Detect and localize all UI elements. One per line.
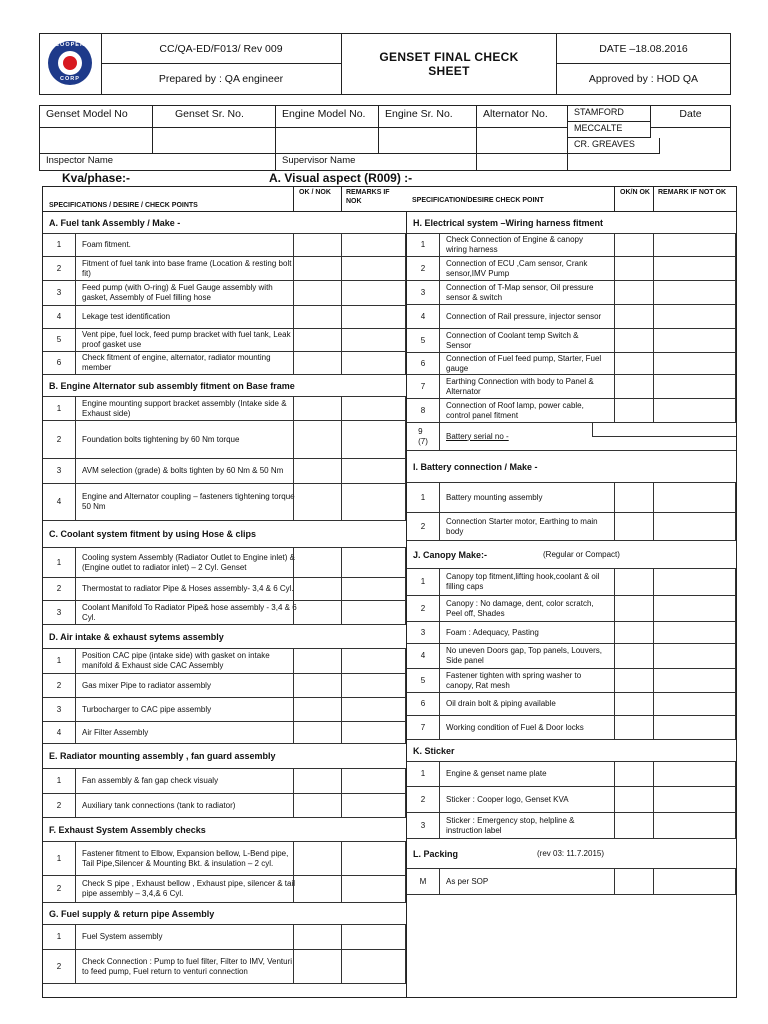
remarks-box[interactable] — [341, 281, 406, 305]
remarks-box[interactable] — [654, 762, 736, 786]
section-heading — [43, 903, 406, 925]
remarks-box[interactable] — [654, 399, 736, 422]
remarks-box[interactable] — [341, 234, 406, 256]
checklist-row — [43, 601, 406, 625]
ok-nok-box[interactable] — [293, 352, 342, 374]
remarks-box[interactable] — [654, 869, 736, 894]
remarks-box[interactable] — [654, 257, 736, 280]
section-heading-text: F. Exhaust System Assembly checks — [49, 824, 206, 835]
remarks-box[interactable] — [654, 513, 736, 540]
check-point-text: Check S pipe , Exhaust bellow , Exhaust pipe, silencer & tail pipe assembly – 3,4,& 6 Cyl. — [82, 879, 295, 898]
ok-nok-box[interactable] — [293, 397, 342, 420]
check-point-text: Foundation bolts tightening by 60 Nm torque — [82, 434, 240, 444]
supervisor-name-value[interactable] — [477, 154, 568, 170]
check-point-text: Connection of Fuel feed pump, Starter, Fuel gauge — [446, 353, 602, 373]
checklist-row — [43, 578, 406, 601]
checklist-row — [43, 649, 406, 674]
remarks-box[interactable] — [654, 716, 736, 739]
ok-nok-box[interactable] — [614, 693, 654, 715]
checklist-row — [43, 329, 406, 352]
checklist-row — [43, 281, 406, 306]
row-number: 2 — [43, 578, 76, 600]
ok-nok-box[interactable] — [614, 281, 654, 304]
right-header-ok: OK/N OK — [620, 189, 650, 196]
section-heading — [43, 625, 406, 649]
check-point-text: Thermostat to radiator Pipe & Hoses assembly- 3,4 & 6 Cyl. — [82, 584, 294, 593]
check-point-text: AVM selection (grade) & bolts tighten by 60 Nm & 50 Nm — [82, 466, 284, 475]
ok-nok-box[interactable] — [614, 305, 654, 328]
row-number: 2 — [43, 257, 76, 280]
ok-nok-box[interactable] — [614, 622, 654, 643]
checklist-row — [43, 876, 406, 903]
checklist-row — [407, 869, 736, 895]
check-point-text: Battery serial no - — [446, 431, 509, 441]
kva-phase-label: Kva/phase:- — [62, 171, 131, 185]
checklist-row — [43, 698, 406, 722]
ok-nok-box[interactable] — [614, 234, 654, 256]
remarks-box[interactable] — [341, 698, 406, 721]
row-number: 1 — [43, 769, 76, 793]
check-point-text: Check fitment of engine, alternator, radiator mounting member — [82, 353, 271, 372]
checklist-row — [43, 769, 406, 794]
checklist-row — [407, 716, 736, 740]
row-number: 4 — [43, 484, 76, 520]
section-note: (rev 03: 11.7.2015) — [537, 849, 605, 858]
ok-nok-box[interactable] — [293, 329, 342, 351]
engine-sr-label: Engine Sr. No. — [379, 106, 477, 128]
checklist-row — [43, 794, 406, 818]
logo-text-bottom: CORP — [60, 76, 80, 82]
row-number: 3 — [43, 698, 76, 721]
checklist-row — [407, 669, 736, 693]
checklist-row — [407, 353, 736, 375]
checklist-row — [407, 234, 736, 257]
row-number: 1 — [407, 234, 440, 256]
row-number: 7 — [407, 716, 440, 739]
ok-nok-box[interactable] — [614, 716, 654, 739]
remarks-box[interactable] — [341, 601, 406, 624]
inspector-name-label: Inspector Name — [40, 154, 276, 170]
row-number: 2 — [407, 513, 440, 540]
check-point-text: No uneven Doors gap, Top panels, Louvers, Side panel — [446, 646, 602, 665]
checklist-row — [407, 513, 736, 541]
engine-model-label: Engine Model No. — [276, 106, 379, 128]
doc-code: CC/QA-ED/F013/ Rev 009 — [101, 34, 342, 64]
visual-aspect-heading: A. Visual aspect (R009) :- — [269, 171, 413, 185]
check-point-text: Check Connection of Engine & canopy wiring harness — [446, 235, 583, 254]
remarks-box[interactable] — [341, 352, 406, 374]
check-point-text: Canopy : No damage, dent, color scratch, Peel off, Shades — [446, 598, 594, 618]
checklist-row — [43, 421, 406, 459]
row-number: 3 — [407, 622, 440, 643]
row-number: 2 — [43, 421, 76, 458]
ok-nok-box[interactable] — [614, 787, 654, 812]
section-heading — [407, 740, 736, 762]
checklist-row — [407, 483, 736, 513]
row-number: 7 — [407, 375, 440, 398]
section-heading — [43, 744, 406, 769]
ok-nok-box[interactable] — [293, 925, 342, 949]
left-header-ok: OK / NOK — [299, 189, 331, 196]
checklist-row — [407, 787, 736, 813]
remarks-box[interactable] — [654, 813, 736, 838]
ok-nok-box[interactable] — [614, 329, 654, 352]
check-point-text: Gas mixer Pipe to radiator assembly — [82, 680, 211, 690]
remarks-box[interactable] — [654, 305, 736, 328]
row-number: 2 — [43, 794, 76, 817]
check-point-text: Fastener tighten with spring washer to canopy, Rat mesh — [446, 670, 582, 690]
checklist-row — [407, 693, 736, 716]
checklist-row — [407, 622, 736, 644]
row-number: 5 — [407, 329, 440, 352]
ok-nok-box[interactable] — [614, 257, 654, 280]
engine-model-value[interactable] — [276, 128, 379, 154]
remarks-box[interactable] — [654, 483, 736, 512]
row-number: 2 — [43, 950, 76, 983]
row-number: 3 — [43, 459, 76, 483]
check-point-text: Vent pipe, fuel lock, feed pump bracket with fuel tank, Leak proof gasket use — [82, 330, 291, 349]
ok-nok-box[interactable] — [293, 234, 342, 256]
row-number: 6 — [43, 352, 76, 374]
right-header-remarks: REMARK IF NOT OK — [658, 189, 727, 196]
remarks-box[interactable] — [341, 794, 406, 817]
checklist-row — [43, 722, 406, 744]
checklist-row — [43, 397, 406, 421]
checklist-row — [407, 762, 736, 787]
ok-nok-box[interactable] — [293, 674, 342, 697]
check-point-text: Engine and Alternator coupling – fasteners tightening torque 50 Nm — [82, 492, 295, 511]
remarks-box[interactable] — [341, 421, 406, 458]
checklist-row — [43, 234, 406, 257]
ok-nok-box[interactable] — [293, 794, 342, 817]
check-point-text: Check Connection : Pump to fuel filter, Filter to IMV, Venturi to feed pump, Fuel return to venturi connection — [82, 956, 293, 976]
check-point-text: As per SOP — [446, 876, 489, 886]
check-point-text: Cooling system Assembly (Radiator Outlet to Engine inlet) & (Engine outlet to radiator inlet) – 2 Cyl. Genset — [82, 552, 295, 572]
checklist-row — [43, 459, 406, 484]
row-number: 5 — [43, 329, 76, 351]
ok-nok-box[interactable] — [614, 762, 654, 786]
checklist-row — [43, 484, 406, 521]
checklist-row — [407, 281, 736, 305]
remarks-box[interactable] — [654, 375, 736, 398]
logo-text-top: COOPER — [55, 42, 85, 48]
row-number: 9 (7) — [407, 423, 440, 450]
remarks-box[interactable] — [341, 950, 406, 983]
row-number: 1 — [407, 483, 440, 512]
row-number: 4 — [43, 722, 76, 743]
checklist-row — [407, 305, 736, 329]
engine-sr-value[interactable] — [379, 128, 477, 154]
ok-nok-box[interactable] — [293, 876, 342, 902]
remarks-box[interactable] — [654, 281, 736, 304]
check-point-text: Connection of Roof lamp, power cable, control panel fitment — [446, 400, 584, 420]
remarks-box[interactable] — [341, 876, 406, 902]
ok-nok-box[interactable] — [293, 698, 342, 721]
section-heading-text: H. Electrical system –Wiring harness fitment — [413, 217, 603, 228]
check-point-text: Canopy top fitment,lifting hook,coolant & oil filling caps — [446, 572, 600, 591]
remarks-box[interactable] — [654, 787, 736, 812]
row-number: 6 — [407, 693, 440, 715]
row-number: 4 — [43, 306, 76, 328]
ok-nok-box[interactable] — [614, 644, 654, 668]
ok-nok-box[interactable] — [614, 375, 654, 398]
row-number: 1 — [43, 925, 76, 949]
check-point-text: Connection of Coolant temp Switch & Sensor — [446, 330, 579, 350]
ok-nok-box[interactable] — [614, 869, 654, 894]
section-note: (Regular or Compact) — [543, 550, 620, 559]
checklist-row — [43, 306, 406, 329]
ok-nok-box[interactable] — [614, 513, 654, 540]
left-header-remarks: REMARKS IF NOK — [346, 189, 390, 205]
row-number: 1 — [407, 762, 440, 786]
check-point-text: Connection Starter motor, Earthing to main body — [446, 516, 598, 536]
alt-option-meccalte: MECCALTE — [568, 122, 651, 138]
ok-nok-box[interactable] — [293, 281, 342, 305]
ok-nok-box[interactable] — [293, 769, 342, 793]
ok-nok-box[interactable] — [614, 596, 654, 621]
remarks-box[interactable] — [341, 548, 406, 577]
alt-option-crgreaves: CR. GREAVES — [568, 138, 660, 154]
section-heading-text: K. Sticker — [413, 745, 455, 756]
check-point-text: Turbocharger to CAC pipe assembly — [82, 704, 212, 714]
alternator-value[interactable] — [477, 128, 568, 154]
section-heading — [43, 521, 406, 548]
remarks-box[interactable] — [654, 353, 736, 374]
genset-info-grid — [39, 105, 731, 171]
check-point-text: Coolant Manifold To Radiator Pipe& hose assembly - 3,4 & 6 Cyl. — [82, 602, 297, 622]
cooper-corp-logo — [48, 41, 92, 85]
doc-date: DATE –18.08.2016 — [557, 34, 730, 64]
remarks-box[interactable] — [341, 925, 406, 949]
checklist-row — [43, 925, 406, 950]
remarks-box[interactable] — [341, 306, 406, 328]
row-number: 1 — [43, 649, 76, 673]
row-number: 3 — [407, 813, 440, 838]
section-heading-text: I. Battery connection / Make - — [413, 461, 538, 472]
remarks-box[interactable] — [341, 257, 406, 280]
section-heading — [43, 818, 406, 842]
remarks-box[interactable] — [341, 578, 406, 600]
prepared-by: Prepared by : QA engineer — [101, 64, 342, 94]
ok-nok-box[interactable] — [614, 813, 654, 838]
check-point-text: Fastener fitment to Elbow, Expansion bellow, L-Bend pipe, Tail Pipe,Silencer & Mounting Bkt. & insulation – 2 cyl. — [82, 848, 289, 868]
ok-nok-box[interactable] — [293, 722, 342, 743]
sheet-title — [342, 34, 557, 94]
check-point-text: Fitment of fuel tank into base frame (Location & resting bolt fit) — [82, 258, 292, 278]
check-point-text: Fan assembly & fan gap check visualy — [82, 776, 219, 785]
checklist-row — [407, 596, 736, 622]
row-number: 1 — [43, 548, 76, 577]
checklist-row — [407, 257, 736, 281]
ok-nok-box[interactable] — [293, 649, 342, 673]
ok-nok-box[interactable] — [293, 548, 342, 577]
check-point-text: Oil drain bolt & piping available — [446, 699, 556, 708]
genset-model-value[interactable] — [40, 128, 153, 154]
row-number: 8 — [407, 399, 440, 422]
ok-nok-box[interactable] — [614, 353, 654, 374]
checklist-row — [407, 375, 736, 399]
check-point-text: Battery mounting assembly — [446, 492, 543, 502]
check-point-text: Position CAC pipe (intake side) with gasket on intake manifold & Exhaust side CAC Assembly — [82, 651, 270, 670]
section-heading-text: L. Packing — [413, 848, 459, 859]
row-number: 1 — [43, 842, 76, 875]
row-number: 3 — [407, 281, 440, 304]
left-header-spec: SPECIFICATIONS / DESIRE / CHECK POINTS — [49, 202, 198, 209]
row-number: 2 — [43, 674, 76, 697]
alternator-label: Alternator No. — [477, 106, 568, 128]
check-point-text: Connection of T-Map sensor, Oil pressure sensor & switch — [446, 282, 594, 302]
row-number: 2 — [407, 787, 440, 812]
section-heading — [407, 451, 736, 483]
date-label: Date — [651, 106, 730, 128]
left-column — [43, 212, 406, 997]
row-number: M — [407, 869, 440, 894]
remarks-box[interactable] — [341, 674, 406, 697]
check-point-text: Working condition of Fuel & Door locks — [446, 722, 584, 732]
checklist-row — [407, 813, 736, 839]
row-number: 2 — [407, 257, 440, 280]
check-point-text: Air Filter Assembly — [82, 727, 149, 737]
section-heading-text: A. Fuel tank Assembly / Make - — [49, 217, 181, 228]
row-number: 2 — [43, 876, 76, 902]
remarks-box[interactable] — [341, 484, 406, 520]
remarks-box[interactable] — [654, 329, 736, 352]
ok-nok-box[interactable] — [293, 257, 342, 280]
section-heading — [43, 212, 406, 234]
battery-serial-field[interactable] — [592, 423, 736, 437]
row-number: 1 — [43, 234, 76, 256]
checklist-row — [407, 329, 736, 353]
remarks-box[interactable] — [654, 669, 736, 692]
checklist-table — [42, 186, 737, 998]
section-heading — [407, 212, 736, 234]
section-heading-text: G. Fuel supply & return pipe Assembly — [49, 908, 215, 919]
section-heading — [43, 375, 406, 397]
section-heading — [407, 541, 736, 569]
checklist-row — [407, 399, 736, 423]
section-heading — [407, 839, 736, 869]
checklist-row — [43, 674, 406, 698]
check-point-text: Fuel System assembly — [82, 932, 163, 941]
remarks-box[interactable] — [654, 596, 736, 621]
row-number: 4 — [407, 305, 440, 328]
ok-nok-box[interactable] — [293, 421, 342, 458]
title-line-2: SHEET — [428, 64, 470, 78]
ok-nok-box[interactable] — [293, 484, 342, 520]
row-number: 5 — [407, 669, 440, 692]
section-heading-text: D. Air intake & exhaust sytems assembly — [49, 631, 224, 642]
supervisor-name-label: Supervisor Name — [276, 154, 477, 170]
check-point-text: Foam fitment. — [82, 240, 131, 249]
remarks-box[interactable] — [341, 769, 406, 793]
check-point-text: Feed pump (with O-ring) & Fuel Gauge assembly with gasket, Assembly of Fuel filling hose — [82, 283, 273, 302]
check-point-text: Earthing Connection with body to Panel & Alternator — [446, 376, 594, 396]
check-point-text: Connection of Rail pressure, injector sensor — [446, 311, 602, 321]
remarks-box[interactable] — [341, 722, 406, 743]
ok-nok-box[interactable] — [293, 306, 342, 328]
checklist-row — [407, 569, 736, 596]
remarks-box[interactable] — [341, 329, 406, 351]
check-point-text: Foam : Adequacy, Pasting — [446, 627, 539, 637]
remarks-box[interactable] — [654, 569, 736, 595]
ok-nok-box[interactable] — [293, 950, 342, 983]
checklist-row — [43, 352, 406, 375]
ok-nok-box[interactable] — [293, 459, 342, 483]
right-header-spec: SPECIFICATION/DESIRE CHECK POINT — [412, 197, 544, 204]
genset-sr-label: Genset Sr. No. — [153, 106, 276, 128]
row-number: 1 — [43, 397, 76, 420]
ok-nok-box[interactable] — [293, 578, 342, 600]
remarks-box[interactable] — [654, 234, 736, 256]
ok-nok-box[interactable] — [293, 842, 342, 875]
remarks-box[interactable] — [341, 842, 406, 875]
checklist-row — [43, 842, 406, 876]
row-number: 2 — [407, 596, 440, 621]
row-number: 6 — [407, 353, 440, 374]
alt-option-stamford: STAMFORD — [568, 106, 651, 122]
ok-nok-box[interactable] — [614, 669, 654, 692]
ok-nok-box[interactable] — [614, 569, 654, 595]
section-heading-text: C. Coolant system fitment by using Hose & clips — [49, 529, 257, 539]
checklist-row — [407, 423, 736, 451]
remarks-box[interactable] — [654, 622, 736, 643]
row-number: 3 — [43, 281, 76, 305]
document-header — [39, 33, 731, 95]
check-point-text: Engine & genset name plate — [446, 769, 547, 778]
remarks-box[interactable] — [341, 459, 406, 483]
check-point-text: Engine mounting support bracket assembly (Intake side & Exhaust side) — [82, 398, 287, 418]
approved-by: Approved by : HOD QA — [588, 73, 699, 85]
checklist-row — [43, 950, 406, 984]
check-point-text: Lekage test identification — [82, 312, 171, 321]
remarks-box[interactable] — [654, 644, 736, 668]
remarks-box[interactable] — [341, 397, 406, 420]
ok-nok-box[interactable] — [293, 601, 342, 624]
row-number: 1 — [407, 569, 440, 595]
remarks-box[interactable] — [341, 649, 406, 673]
section-heading-text: E. Radiator mounting assembly , fan guard assembly — [49, 751, 276, 761]
ok-nok-box[interactable] — [614, 399, 654, 422]
right-column — [406, 212, 737, 997]
title-line-1: GENSET FINAL CHECK — [379, 50, 519, 64]
section-heading-text: J. Canopy Make:- — [413, 549, 488, 560]
row-number: 4 — [407, 644, 440, 668]
check-point-text: Auxiliary tank connections (tank to radiator) — [82, 800, 236, 810]
logo-cell — [40, 34, 102, 94]
check-point-text: Sticker : Cooper logo, Genset KVA — [446, 794, 569, 804]
check-point-text: Sticker : Emergency stop, helpline & instruction label — [446, 815, 575, 835]
checklist-row — [407, 644, 736, 669]
row-number: 3 — [43, 601, 76, 624]
genset-model-label: Genset Model No — [40, 106, 153, 128]
check-point-text: Connection of ECU ,Cam sensor, Crank sensor,IMV Pump — [446, 258, 588, 278]
checklist-row — [43, 257, 406, 281]
remarks-box[interactable] — [654, 693, 736, 715]
genset-sr-value[interactable] — [153, 128, 276, 154]
section-heading-text: B. Engine Alternator sub assembly fitment on Base frame — [49, 380, 295, 391]
checklist-row — [43, 548, 406, 578]
ok-nok-box[interactable] — [614, 483, 654, 512]
